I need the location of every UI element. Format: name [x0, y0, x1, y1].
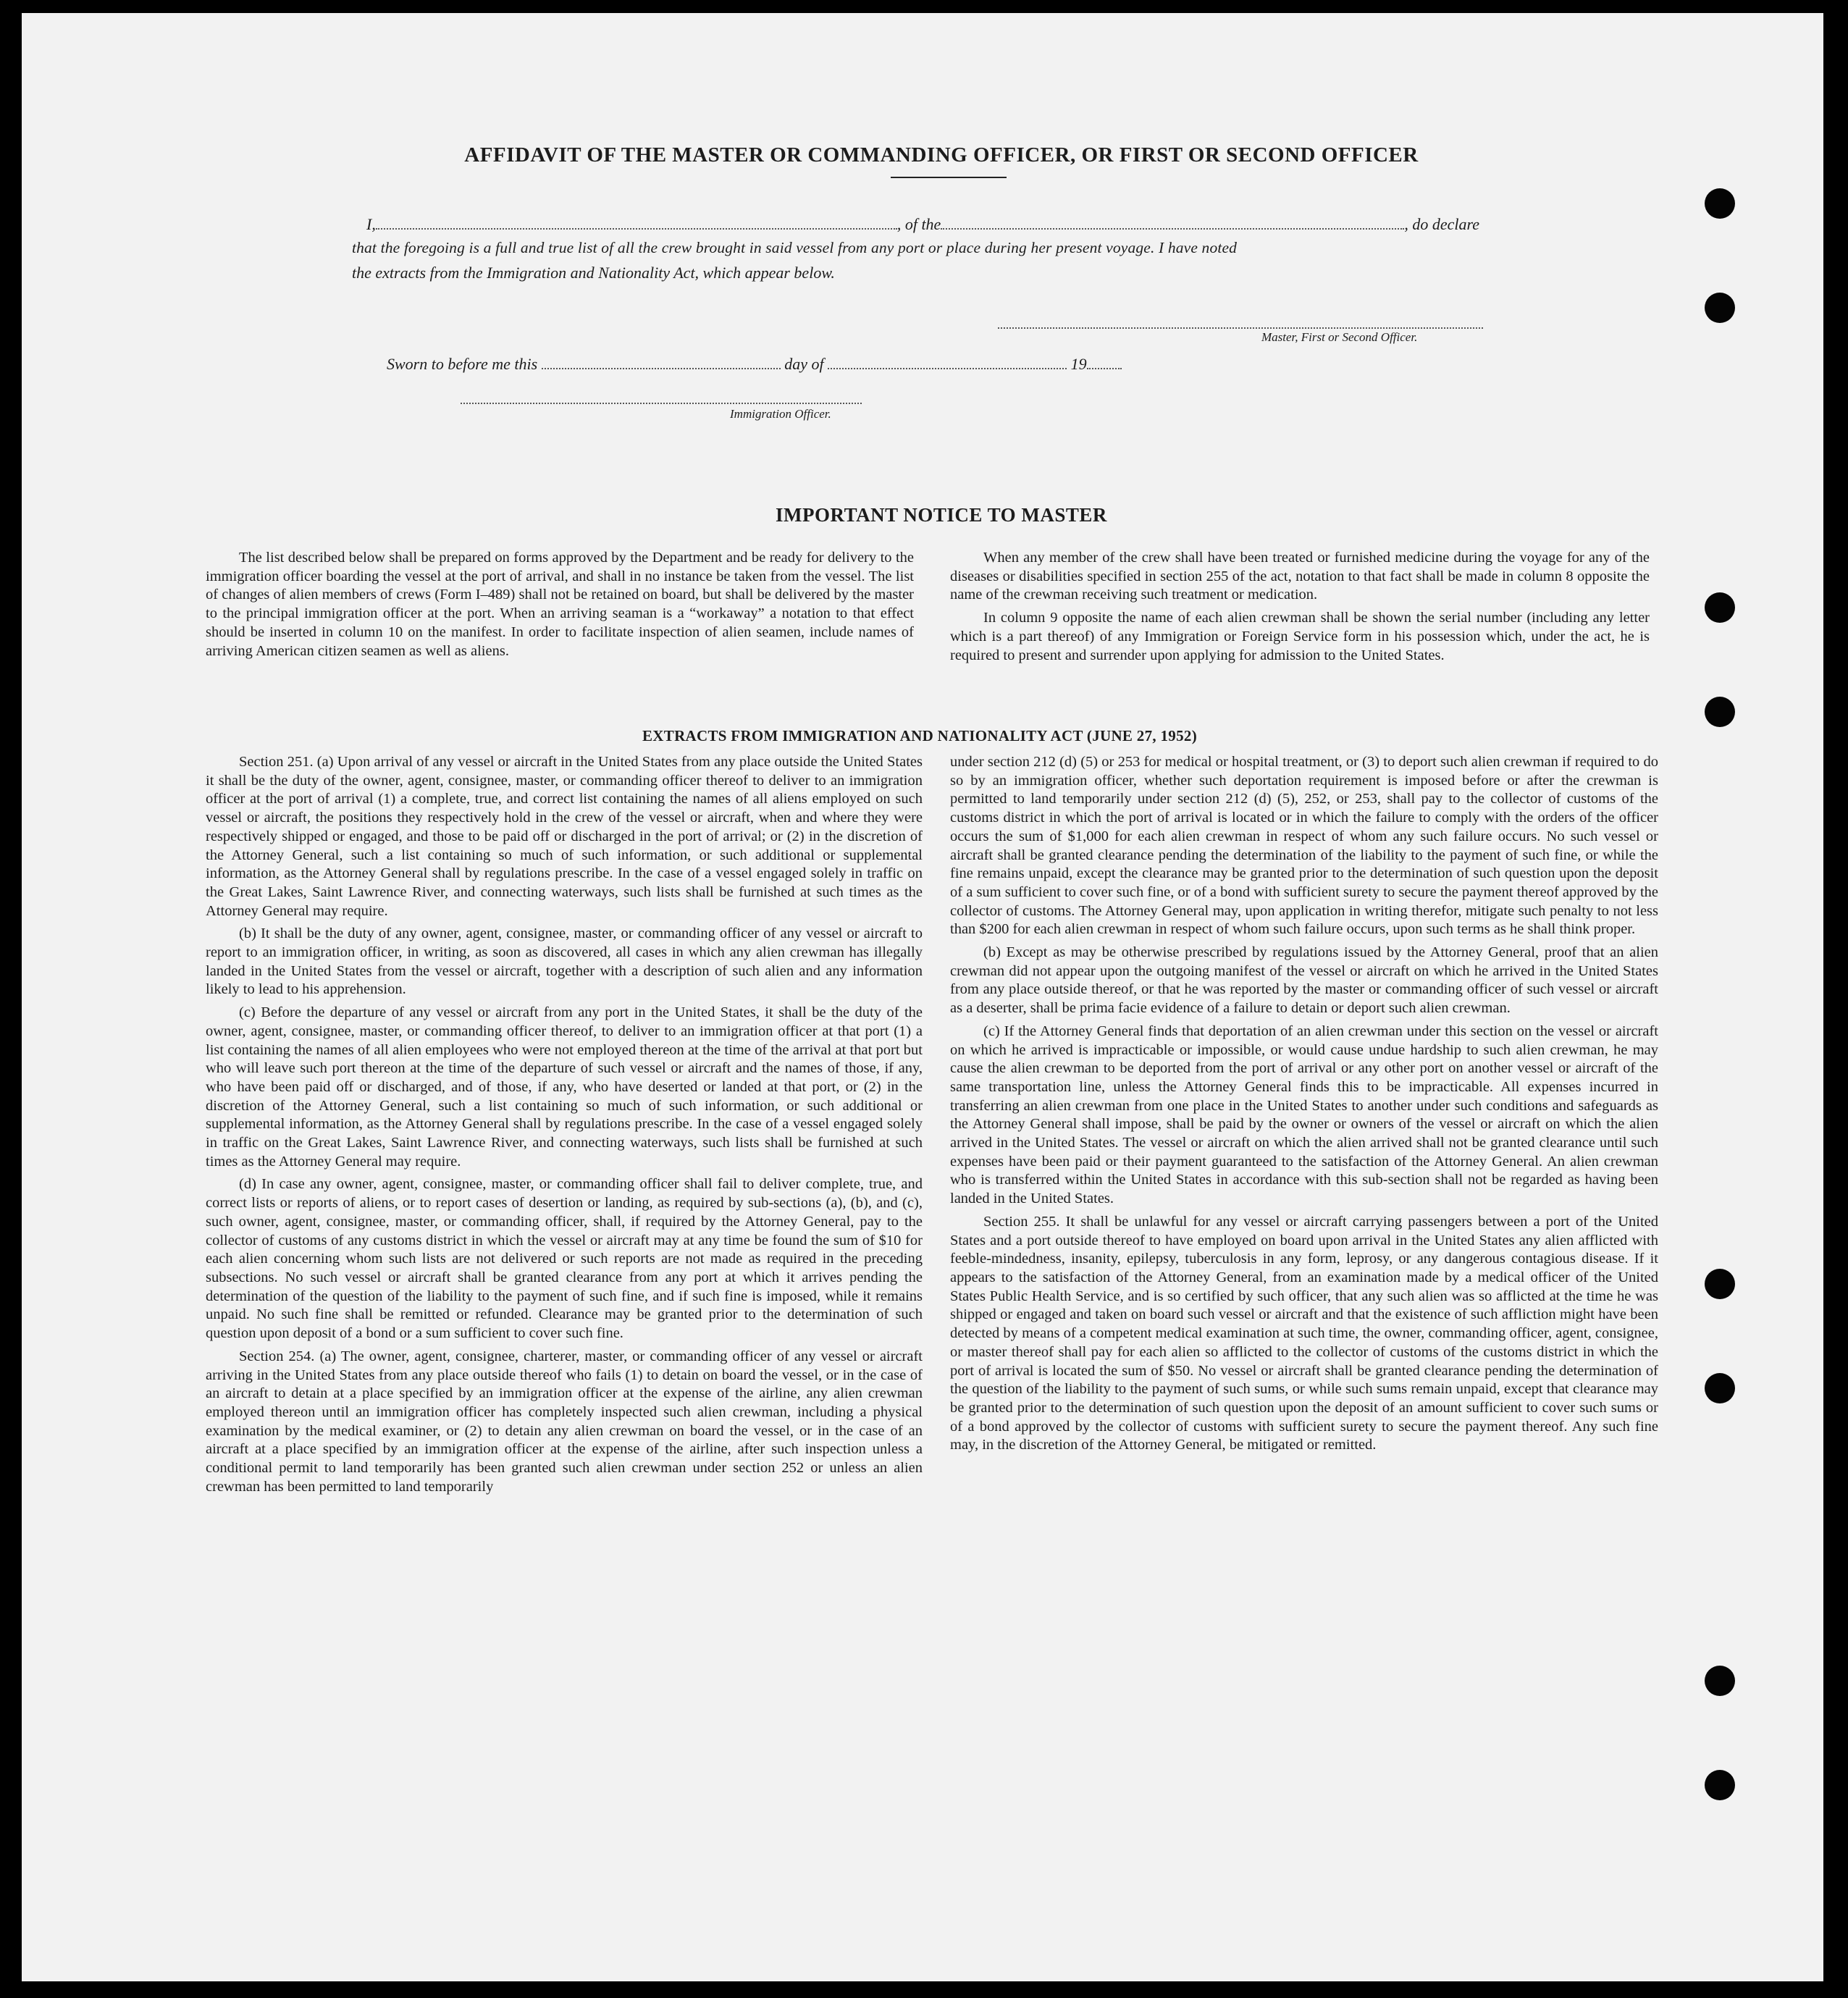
document-page	[22, 13, 1823, 1981]
section-255: Section 255. It shall be unlawful for any vessel or aircraft carrying passengers between a port of the United States and a port outside thereof to have employed on board upon arrival in the United States any alien afflicted with feeble-mindedness, insanity, epilepsy, tuberculosis in any form, leprosy, or any dangerous contagious disease. If it appears to the satisfaction of the Attorney General, from an examination made by a medical officer of the United States Public Health Service, and is so certified by such officer, that any such alien was so afflicted at the time he was shipped or engaged and taken on board such vessel or aircraft and that the existence of such affliction might have been detected by means of a competent medical examination at such time, the owner, commanding officer, agent, consignee, or master thereof shall pay for each alien so afflicted to the collector of customs of the customs district in which the port of arrival is located the sum of $50. No vessel or aircraft shall be granted clearance pending the determination of the question of the liability to the payment of such sums, or while such sums remain unpaid, except that clearance may be granted prior to the determination of such question upon the deposit of an amount sufficient to cover such sums or of a bond approved by the collector of customs with sufficient surety to secure the payment thereof. Any such fine may, in the discretion of the Attorney General, be mitigated or remitted.	[950, 1213, 1658, 1453]
sworn-month-field[interactable]	[828, 353, 1067, 369]
sworn-year-field[interactable]	[1087, 353, 1122, 369]
vessel-field[interactable]	[941, 214, 1404, 230]
section-254c: (c) If the Attorney General finds that deportation of an alien crewman under this section on the vessel or aircraft on which he arrived is impracticable or impossible, or would cause undue hardship to such alien crewman, he may cause the alien crewman to be deported from the port of arrival or any other port on another vessel or aircraft of the same transportation line, unless the Attorney General finds this to be impracticable. All expenses incurred in transferring an alien crewman from one place in the United States to another under such conditions and safeguards as the Attorney General shall impose, shall be paid by the owner or owners of the vessel or aircraft on which the alien arrived in the United States. The vessel or aircraft on which the alien arrived shall not be granted clearance until such expenses have been paid or their payment guaranteed to the satisfaction of the Attorney General. An alien crewman who is transferred within the United States in accordance with this sub-section shall not be regarded as having been landed in the United States.	[950, 1023, 1658, 1207]
notice-right-paragraph-2: In column 9 opposite the name of each alien crewman shall be shown the serial number (including any letter which is a part thereof) of any Immigration or Foreign Service form in his possession which, under the act, he is required to present and surrender upon applying for admission to the United States.	[950, 610, 1650, 663]
name-field[interactable]	[376, 214, 897, 230]
notice-right-column	[950, 549, 1650, 669]
punch-hole	[1705, 697, 1735, 727]
extracts-title: EXTRACTS FROM IMMIGRATION AND NATIONALITY ACT (JUNE 27, 1952)	[642, 727, 1197, 744]
punch-hole	[1705, 1666, 1735, 1696]
section-254a-continued: under section 212 (d) (5) or 253 for medical or hospital treatment, or (3) to deport such alien crewman if required to do so by an immigration officer, whether such deportation requirement is imposed before or after the crewman is permitted to land temporarily under section 212 (d) (5), 252, or 253, shall pay to the collector of customs of the customs district in which the port of arrival is located or in which the failure to comply with the orders of the officer occurs the sum of $1,000 for each alien crewman in respect of whom any such failure occurs. No such vessel or aircraft shall be granted clearance pending the determination of the liability to the payment of such fine, or while the fine remains unpaid, except the clearance may be granted prior to the determination of such question upon the deposit of a sum sufficient to cover such fine, or of a bond with sufficient surety to secure the payment thereof approved by the collector of customs. The Attorney General may, upon application in writing therefor, mitigate such penalty to not less than $200 for each alien crewman in respect of whom such failure occurs, upon such terms as he shall think proper.	[950, 754, 1658, 938]
punch-hole	[1705, 293, 1735, 323]
declaration-text-1: that the foregoing is a full and true list of all the crew brought in said vessel from any port or place during her present voyage. I have noted	[352, 239, 1238, 256]
notice-title: IMPORTANT NOTICE TO MASTER	[776, 504, 1107, 526]
title-divider	[891, 177, 1007, 178]
notice-right-paragraph-1: When any member of the crew shall have been treated or furnished medicine during the voyage for any of the diseases or disabilities specified in section 255 of the act, notation to that fact shall be made in column 8 opposite the name of the crewman receiving such treatment or medication.	[950, 550, 1650, 603]
punch-hole	[1705, 188, 1735, 219]
punch-hole	[1705, 1373, 1735, 1403]
declaration-line	[366, 214, 1479, 234]
section-254a: Section 254. (a) The owner, agent, consignee, charterer, master, or commanding officer of any vessel or aircraft arriving in the United States from any place outside thereof who fails (1) to detain on board the vessel, or in the case of an aircraft to detain at a place specified by an immigration officer at the expense of the airline, any alien crewman employed thereon until an immigration officer has completely inspected such alien crewman, including a physical examination by the medical examiner, or (2) to detain any alien crewman on board the vessel, or in the case of an aircraft at a place specified by an immigration officer at the expense of the airline, after such inspection unless a conditional permit to land temporarily has been granted such alien crewman under section 252 or unless an alien crewman has been permitted to land temporarily	[206, 1348, 923, 1495]
punch-hole	[1705, 592, 1735, 623]
section-254b: (b) Except as may be otherwise prescribed by regulations issued by the Attorney General, proof that an alien crewman did not appear upon the outgoing manifest of the vessel or aircraft on which he arrived in the United States from any place outside thereof, or that he was reported by the master or commanding officer of such vessel or aircraft as a deserter, shall be prima facie evidence of a failure to detain or deport such alien crewman.	[950, 944, 1658, 1017]
sworn-day-field[interactable]	[542, 353, 781, 369]
day-of-label: day of	[784, 355, 824, 373]
i-label: I,	[366, 215, 376, 233]
notice-left-column	[206, 549, 914, 665]
section-251a: Section 251. (a) Upon arrival of any vessel or aircraft in the United States from any place outside the United States it shall be the duty of the owner, agent, consignee, master, or commanding officer thereof to deliver to an immigration officer at the port of arrival (1) a complete, true, and correct list containing the names of all aliens employed on such vessel or aircraft, the positions they respectively hold in the crew of the vessel or aircraft, when and where they were respectively shipped or engaged, and those to be paid off or discharged in the port of arrival; or (2) in the discretion of the Attorney General, such a list containing so much of such information, or such additional or supplemental information, as the Attorney General shall by regulations prescribe. In the case of a vessel engaged solely in traffic on the Great Lakes, Saint Lawrence River, and connecting waterways, such lists shall be furnished at such times as the Attorney General may require.	[206, 754, 923, 919]
sworn-label: Sworn to before me this	[387, 355, 538, 373]
sworn-line	[387, 353, 1122, 374]
affidavit-title: AFFIDAVIT OF THE MASTER OR COMMANDING OFFICER, OR FIRST OR SECOND OFFICER	[464, 143, 1419, 167]
officer-signature-line[interactable]	[461, 403, 862, 404]
year-label: 19	[1070, 355, 1087, 373]
section-251d: (d) In case any owner, agent, consignee, master, or commanding officer shall fail to deliver complete, true, and correct lists or reports of aliens, or to report cases of desertion or landing, as required by sub-sections (a), (b), and (c), such owner, agent, consignee, master, or commanding officer, shall, if required by the Attorney General, pay to the collector of customs of any customs district in which the vessel or aircraft may at any time be found the sum of $10 for each alien concerning whom such lists are not delivered or such reports are not made as required in the preceding subsections. No such vessel or aircraft shall be granted clearance from any port at which it arrives pending the determination of the question of the liability to the payment of such fine, and if such fine is imposed, while it remains unpaid. No such fine shall be remitted or refunded. Clearance may be granted prior to the determination of such question upon deposit of a bond or a sum sufficient to cover such fine.	[206, 1176, 923, 1342]
notice-left-paragraph: The list described below shall be prepared on forms approved by the Department and be ready for delivery to the immigration officer boarding the vessel at the port of arrival, and shall in no instance be taken from the vessel. The list of changes of alien members of crews (Form I–489) shall not be retained on board, but shall be delivered by the master to the principal immigration officer at the port. When an arriving seaman is a “workaway” a notation to that effect should be inserted in column 10 on the manifest. In order to facilitate inspection of alien seamen, include names of arriving American citizen seamen as well as aliens.	[206, 550, 914, 659]
punch-hole	[1705, 1269, 1735, 1299]
declaration-text-2: the extracts from the Immigration and Nationality Act, which appear below.	[352, 264, 835, 282]
section-251c: (c) Before the departure of any vessel or aircraft from any port in the United States, it shall be the duty of the owner, agent, consignee, master, or commanding officer thereof, to deliver to an immigration officer at that port (1) a list containing the names of all alien employees who were not employed thereon at the time of the arrival at that port but who will leave such port thereon at the time of the departure of such vessel or aircraft and the names of those, if any, who have been paid off or discharged, and of those, if any, who have deserted or landed at that port, or (2) in the discretion of the Attorney General, such a list containing so much of such information, or such additional or supplemental information, as the Attorney General shall by regulations prescribe. In the case of a vessel engaged solely in traffic on the Great Lakes, Saint Lawrence River, and connecting waterways, such lists shall be furnished at such times as the Attorney General may require.	[206, 1004, 923, 1170]
of-the-label: , of the	[896, 215, 941, 233]
officer-signature-caption: Immigration Officer.	[730, 407, 831, 421]
section-251b: (b) It shall be the duty of any owner, agent, consignee, master, or commanding officer of any vessel or aircraft to report to an immigration officer, in writing, as soon as discovered, all cases in which any alien crewman has illegally landed in the United States from the vessel or aircraft, together with a description of such alien and any information likely to lead to his apprehension.	[206, 925, 923, 998]
master-signature-caption: Master, First or Second Officer.	[1261, 330, 1418, 344]
punch-hole	[1705, 1770, 1735, 1800]
master-signature-line[interactable]	[998, 327, 1483, 329]
do-declare-label: , do declare	[1404, 215, 1479, 233]
extracts-right-column	[950, 753, 1658, 1459]
extracts-left-column	[206, 753, 923, 1500]
